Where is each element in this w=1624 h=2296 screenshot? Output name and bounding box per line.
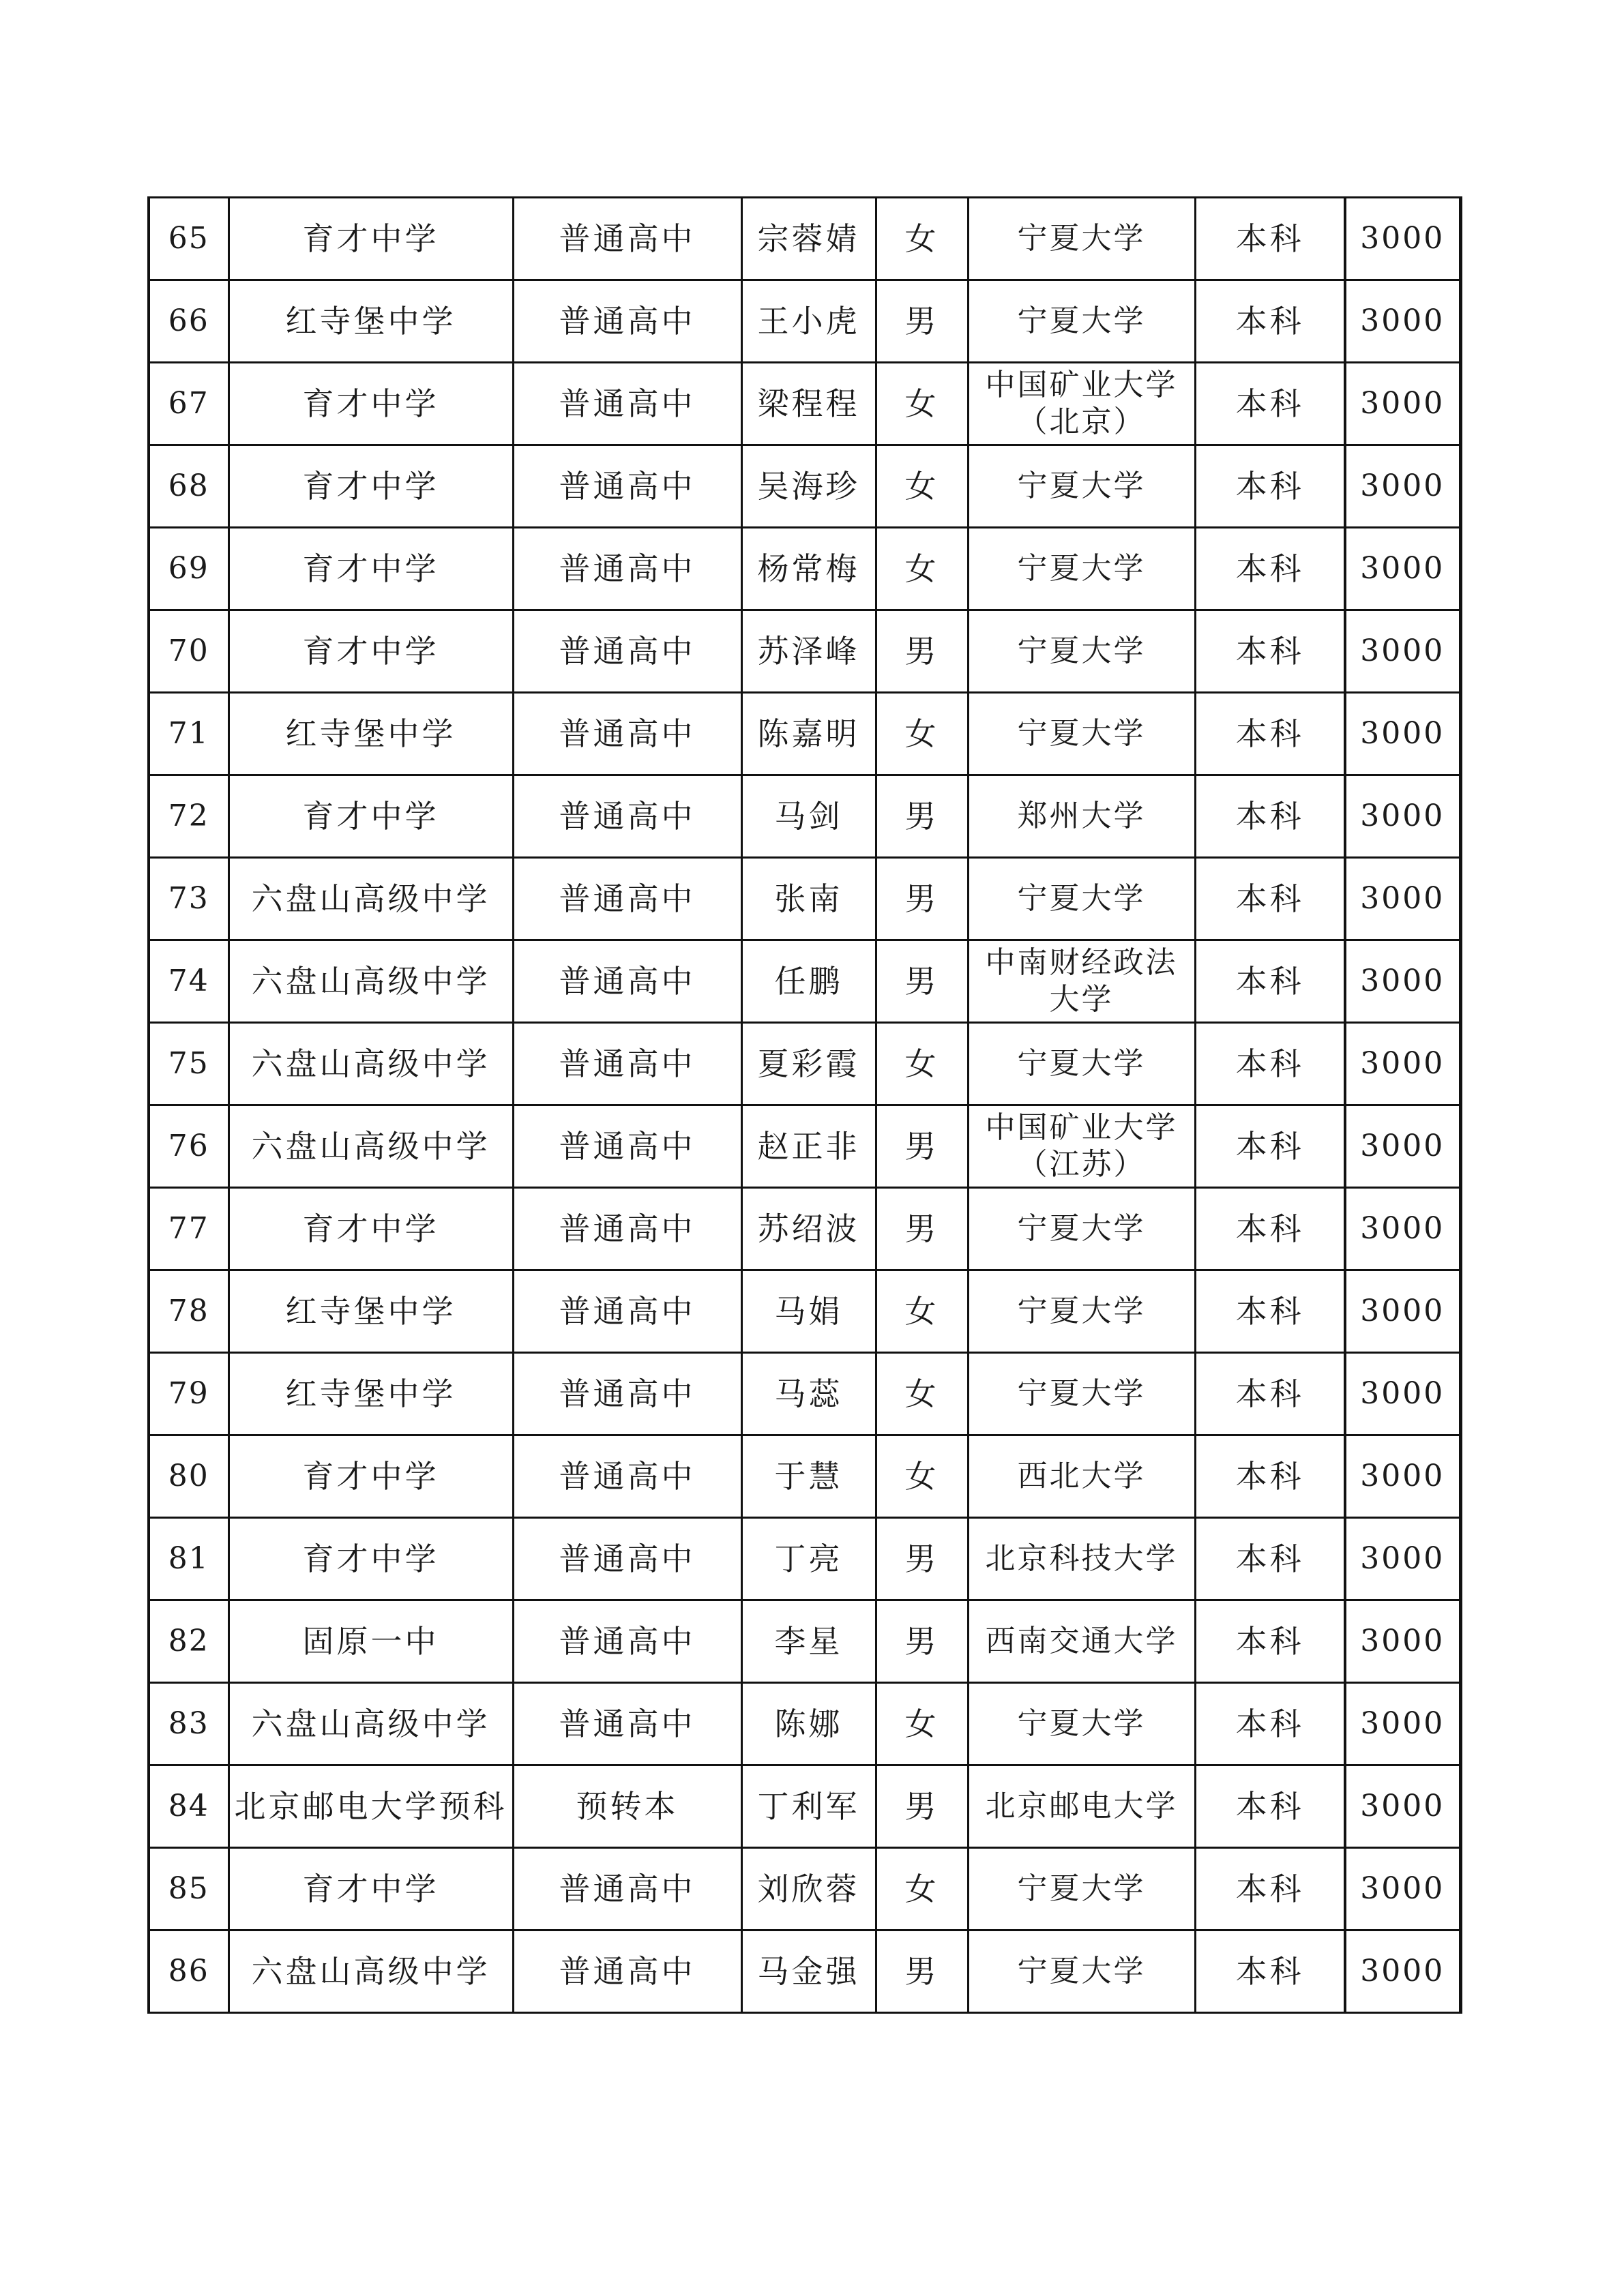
category-cell: 普通高中 <box>513 1683 741 1765</box>
amount-cell: 3000 <box>1345 610 1460 693</box>
category-cell: 普通高中 <box>513 1188 741 1270</box>
school-cell: 固原一中 <box>228 1600 513 1683</box>
table-row <box>149 363 1460 445</box>
table-row <box>149 610 1460 693</box>
degree-level-cell: 本科 <box>1195 1353 1345 1435</box>
degree-level-cell: 本科 <box>1195 528 1345 610</box>
school-cell: 红寺堡中学 <box>228 1270 513 1353</box>
table-row <box>149 1600 1460 1683</box>
gender-cell: 女 <box>876 528 968 610</box>
university-cell: 宁夏大学 <box>968 1930 1195 2013</box>
student-name-cell: 夏彩霞 <box>741 1023 876 1105</box>
table-row <box>149 1353 1460 1435</box>
student-name-cell: 吴海珍 <box>741 445 876 528</box>
student-name-cell: 赵正非 <box>741 1105 876 1188</box>
amount-cell: 3000 <box>1345 280 1460 363</box>
student-name-cell: 丁利军 <box>741 1765 876 1848</box>
amount-cell: 3000 <box>1345 445 1460 528</box>
student-name-cell: 马蕊 <box>741 1353 876 1435</box>
amount-cell: 3000 <box>1345 1848 1460 1930</box>
row-number-cell: 79 <box>149 1353 228 1435</box>
university-cell: 宁夏大学 <box>968 610 1195 693</box>
school-cell: 红寺堡中学 <box>228 693 513 775</box>
degree-level-cell: 本科 <box>1195 1188 1345 1270</box>
row-number-cell: 70 <box>149 610 228 693</box>
table-row <box>149 1518 1460 1600</box>
gender-cell: 女 <box>876 693 968 775</box>
table-row <box>149 1105 1460 1188</box>
student-name-cell: 苏泽峰 <box>741 610 876 693</box>
category-cell: 普通高中 <box>513 1353 741 1435</box>
school-cell: 育才中学 <box>228 1188 513 1270</box>
gender-cell: 女 <box>876 1683 968 1765</box>
category-cell: 普通高中 <box>513 445 741 528</box>
table-row <box>149 775 1460 858</box>
student-name-cell: 陈嘉明 <box>741 693 876 775</box>
amount-cell: 3000 <box>1345 1518 1460 1600</box>
university-cell: 宁夏大学 <box>968 1848 1195 1930</box>
category-cell: 普通高中 <box>513 610 741 693</box>
category-cell: 普通高中 <box>513 940 741 1023</box>
student-name-cell: 任鹏 <box>741 940 876 1023</box>
degree-level-cell: 本科 <box>1195 1600 1345 1683</box>
amount-cell: 3000 <box>1345 363 1460 445</box>
gender-cell: 男 <box>876 940 968 1023</box>
school-cell: 育才中学 <box>228 445 513 528</box>
university-cell: 宁夏大学 <box>968 198 1195 280</box>
amount-cell: 3000 <box>1345 1105 1460 1188</box>
gender-cell: 男 <box>876 1600 968 1683</box>
student-name-cell: 杨常梅 <box>741 528 876 610</box>
category-cell: 普通高中 <box>513 1518 741 1600</box>
university-cell: 郑州大学 <box>968 775 1195 858</box>
gender-cell: 男 <box>876 280 968 363</box>
row-number-cell: 71 <box>149 693 228 775</box>
amount-cell: 3000 <box>1345 858 1460 940</box>
table-row <box>149 1848 1460 1930</box>
row-number-cell: 82 <box>149 1600 228 1683</box>
row-number-cell: 72 <box>149 775 228 858</box>
amount-cell: 3000 <box>1345 940 1460 1023</box>
row-number-cell: 68 <box>149 445 228 528</box>
row-number-cell: 83 <box>149 1683 228 1765</box>
amount-cell: 3000 <box>1345 528 1460 610</box>
amount-cell: 3000 <box>1345 1435 1460 1518</box>
student-name-cell: 李星 <box>741 1600 876 1683</box>
scholarship-roster-table <box>147 196 1462 2014</box>
gender-cell: 女 <box>876 1435 968 1518</box>
amount-cell: 3000 <box>1345 1683 1460 1765</box>
amount-cell: 3000 <box>1345 198 1460 280</box>
university-cell: 西北大学 <box>968 1435 1195 1518</box>
university-cell: 宁夏大学 <box>968 528 1195 610</box>
student-name-cell: 马娟 <box>741 1270 876 1353</box>
degree-level-cell: 本科 <box>1195 1930 1345 2013</box>
amount-cell: 3000 <box>1345 1600 1460 1683</box>
university-cell: 宁夏大学 <box>968 1270 1195 1353</box>
university-cell: 宁夏大学 <box>968 858 1195 940</box>
school-cell: 育才中学 <box>228 363 513 445</box>
gender-cell: 女 <box>876 198 968 280</box>
university-cell: 宁夏大学 <box>968 1353 1195 1435</box>
amount-cell: 3000 <box>1345 693 1460 775</box>
university-cell: 宁夏大学 <box>968 280 1195 363</box>
row-number-cell: 65 <box>149 198 228 280</box>
category-cell: 普通高中 <box>513 1270 741 1353</box>
category-cell: 普通高中 <box>513 363 741 445</box>
amount-cell: 3000 <box>1345 1765 1460 1848</box>
university-cell: 中南财经政法大学 <box>968 940 1195 1023</box>
amount-cell: 3000 <box>1345 1930 1460 2013</box>
school-cell: 六盘山高级中学 <box>228 940 513 1023</box>
row-number-cell: 69 <box>149 528 228 610</box>
row-number-cell: 66 <box>149 280 228 363</box>
degree-level-cell: 本科 <box>1195 693 1345 775</box>
school-cell: 红寺堡中学 <box>228 1353 513 1435</box>
table-row <box>149 1765 1460 1848</box>
gender-cell: 男 <box>876 1930 968 2013</box>
university-cell: 中国矿业大学（江苏） <box>968 1105 1195 1188</box>
school-cell: 六盘山高级中学 <box>228 1683 513 1765</box>
row-number-cell: 85 <box>149 1848 228 1930</box>
student-name-cell: 梁程程 <box>741 363 876 445</box>
school-cell: 育才中学 <box>228 1848 513 1930</box>
school-cell: 六盘山高级中学 <box>228 1930 513 2013</box>
student-name-cell: 于慧 <box>741 1435 876 1518</box>
amount-cell: 3000 <box>1345 1023 1460 1105</box>
degree-level-cell: 本科 <box>1195 1023 1345 1105</box>
student-name-cell: 王小虎 <box>741 280 876 363</box>
amount-cell: 3000 <box>1345 1188 1460 1270</box>
degree-level-cell: 本科 <box>1195 858 1345 940</box>
university-cell: 宁夏大学 <box>968 445 1195 528</box>
row-number-cell: 80 <box>149 1435 228 1518</box>
degree-level-cell: 本科 <box>1195 280 1345 363</box>
school-cell: 育才中学 <box>228 198 513 280</box>
category-cell: 普通高中 <box>513 1435 741 1518</box>
student-name-cell: 张南 <box>741 858 876 940</box>
university-cell: 北京邮电大学 <box>968 1765 1195 1848</box>
row-number-cell: 81 <box>149 1518 228 1600</box>
table-row <box>149 1435 1460 1518</box>
university-cell: 宁夏大学 <box>968 693 1195 775</box>
school-cell: 育才中学 <box>228 1435 513 1518</box>
category-cell: 普通高中 <box>513 858 741 940</box>
gender-cell: 男 <box>876 1105 968 1188</box>
school-cell: 育才中学 <box>228 610 513 693</box>
row-number-cell: 73 <box>149 858 228 940</box>
category-cell: 普通高中 <box>513 1600 741 1683</box>
gender-cell: 女 <box>876 1353 968 1435</box>
row-number-cell: 74 <box>149 940 228 1023</box>
student-name-cell: 丁亮 <box>741 1518 876 1600</box>
amount-cell: 3000 <box>1345 1353 1460 1435</box>
table-row <box>149 1023 1460 1105</box>
school-cell: 六盘山高级中学 <box>228 1023 513 1105</box>
student-name-cell: 陈娜 <box>741 1683 876 1765</box>
school-cell: 育才中学 <box>228 528 513 610</box>
category-cell: 普通高中 <box>513 1930 741 2013</box>
school-cell: 北京邮电大学预科 <box>228 1765 513 1848</box>
degree-level-cell: 本科 <box>1195 1848 1345 1930</box>
gender-cell: 女 <box>876 1270 968 1353</box>
table-row <box>149 1270 1460 1353</box>
school-cell: 六盘山高级中学 <box>228 858 513 940</box>
gender-cell: 女 <box>876 363 968 445</box>
school-cell: 红寺堡中学 <box>228 280 513 363</box>
row-number-cell: 67 <box>149 363 228 445</box>
table-row <box>149 198 1460 280</box>
university-cell: 中国矿业大学（北京） <box>968 363 1195 445</box>
category-cell: 普通高中 <box>513 693 741 775</box>
amount-cell: 3000 <box>1345 775 1460 858</box>
gender-cell: 女 <box>876 1023 968 1105</box>
table-row <box>149 445 1460 528</box>
category-cell: 普通高中 <box>513 528 741 610</box>
university-cell: 宁夏大学 <box>968 1683 1195 1765</box>
student-name-cell: 苏绍波 <box>741 1188 876 1270</box>
degree-level-cell: 本科 <box>1195 610 1345 693</box>
gender-cell: 女 <box>876 1848 968 1930</box>
table-row <box>149 1930 1460 2013</box>
school-cell: 育才中学 <box>228 1518 513 1600</box>
table-row <box>149 1683 1460 1765</box>
degree-level-cell: 本科 <box>1195 363 1345 445</box>
category-cell: 普通高中 <box>513 280 741 363</box>
degree-level-cell: 本科 <box>1195 1270 1345 1353</box>
student-name-cell: 宗蓉婧 <box>741 198 876 280</box>
table-row <box>149 693 1460 775</box>
category-cell: 预转本 <box>513 1765 741 1848</box>
row-number-cell: 86 <box>149 1930 228 2013</box>
degree-level-cell: 本科 <box>1195 198 1345 280</box>
table-row <box>149 858 1460 940</box>
category-cell: 普通高中 <box>513 1105 741 1188</box>
university-cell: 北京科技大学 <box>968 1518 1195 1600</box>
category-cell: 普通高中 <box>513 775 741 858</box>
row-number-cell: 76 <box>149 1105 228 1188</box>
university-cell: 宁夏大学 <box>968 1188 1195 1270</box>
gender-cell: 男 <box>876 1518 968 1600</box>
school-cell: 六盘山高级中学 <box>228 1105 513 1188</box>
row-number-cell: 75 <box>149 1023 228 1105</box>
amount-cell: 3000 <box>1345 1270 1460 1353</box>
row-number-cell: 77 <box>149 1188 228 1270</box>
table-row <box>149 940 1460 1023</box>
table-row <box>149 1188 1460 1270</box>
category-cell: 普通高中 <box>513 198 741 280</box>
table-row <box>149 280 1460 363</box>
degree-level-cell: 本科 <box>1195 1105 1345 1188</box>
student-name-cell: 马剑 <box>741 775 876 858</box>
university-cell: 宁夏大学 <box>968 1023 1195 1105</box>
row-number-cell: 84 <box>149 1765 228 1848</box>
gender-cell: 男 <box>876 858 968 940</box>
gender-cell: 男 <box>876 775 968 858</box>
university-cell: 西南交通大学 <box>968 1600 1195 1683</box>
student-name-cell: 刘欣蓉 <box>741 1848 876 1930</box>
degree-level-cell: 本科 <box>1195 940 1345 1023</box>
degree-level-cell: 本科 <box>1195 1435 1345 1518</box>
table-row <box>149 528 1460 610</box>
gender-cell: 男 <box>876 610 968 693</box>
school-cell: 育才中学 <box>228 775 513 858</box>
degree-level-cell: 本科 <box>1195 1518 1345 1600</box>
category-cell: 普通高中 <box>513 1848 741 1930</box>
category-cell: 普通高中 <box>513 1023 741 1105</box>
student-name-cell: 马金强 <box>741 1930 876 2013</box>
row-number-cell: 78 <box>149 1270 228 1353</box>
degree-level-cell: 本科 <box>1195 445 1345 528</box>
degree-level-cell: 本科 <box>1195 775 1345 858</box>
gender-cell: 男 <box>876 1188 968 1270</box>
gender-cell: 女 <box>876 445 968 528</box>
gender-cell: 男 <box>876 1765 968 1848</box>
degree-level-cell: 本科 <box>1195 1765 1345 1848</box>
table-body <box>149 198 1460 2013</box>
degree-level-cell: 本科 <box>1195 1683 1345 1765</box>
